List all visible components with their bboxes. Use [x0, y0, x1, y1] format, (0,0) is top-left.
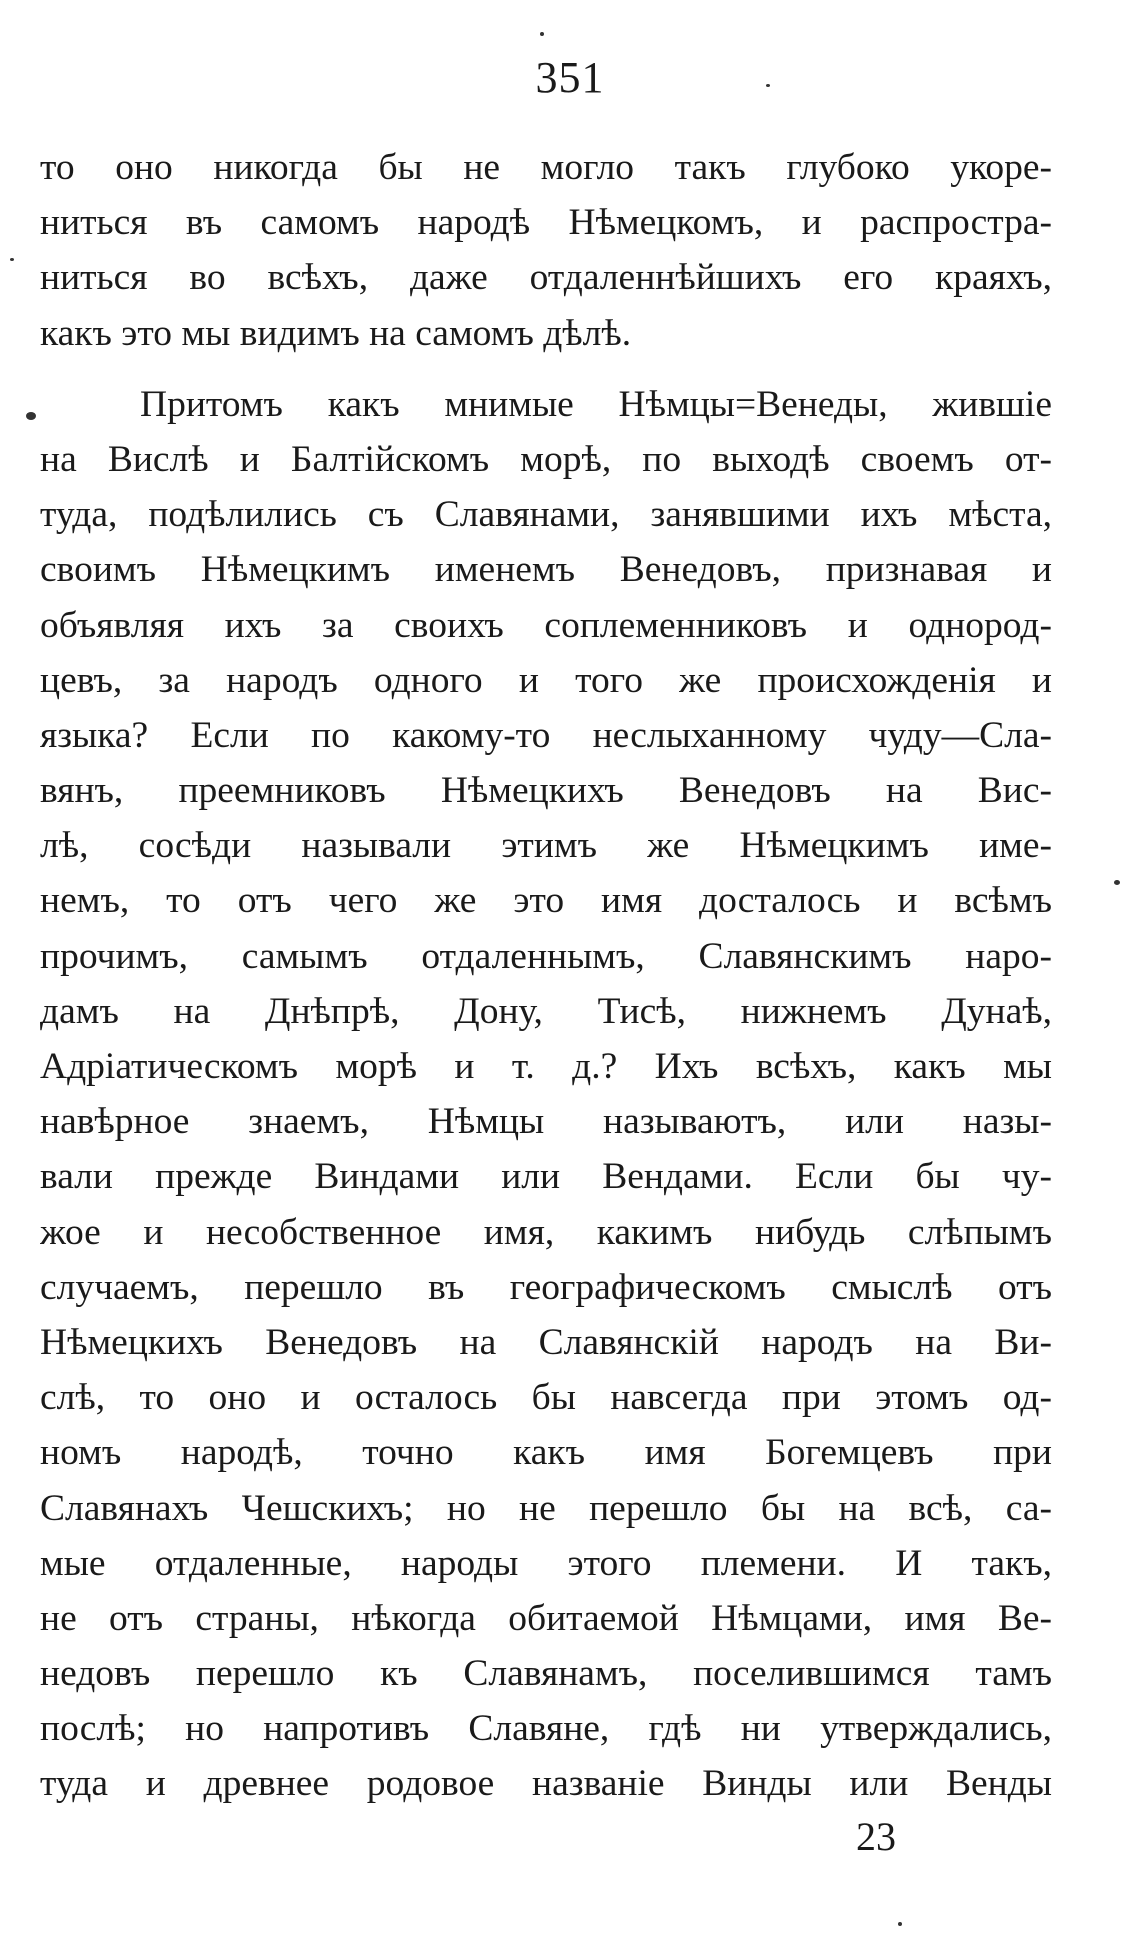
paragraph-gap	[40, 361, 1052, 377]
text-line: Адріатическомъ морѣ и т. д.? Ихъ всѣхъ, какъ мы	[40, 1046, 1052, 1087]
text-line: номъ народѣ, точно какъ имя Богемцевъ при	[40, 1432, 1052, 1474]
text-line: цевъ, за народъ одного и того же происхожденія и	[40, 659, 1052, 701]
text-line: вянъ, преемниковъ Нѣмецкихъ Венедовъ на Вис-	[40, 770, 1052, 812]
text-line: случаемъ, перешло въ географическомъ смыслѣ отъ	[40, 1266, 1052, 1308]
scan-speck	[10, 258, 14, 261]
scan-speck	[898, 1922, 902, 1926]
text-line: на Вислѣ и Балтійскомъ морѣ, по выходѣ своемъ от-	[40, 438, 1052, 480]
text-line: дамъ на Днѣпрѣ, Дону, Тисѣ, нижнемъ Дунаѣ,	[40, 990, 1052, 1032]
text-line: объявляя ихъ за своихъ соплеменниковъ и однород-	[40, 604, 1052, 646]
text-line: ниться въ самомъ народѣ Нѣмецкомъ, и распростра-	[40, 202, 1052, 244]
text-line: Нѣмецкихъ Венедовъ на Славянскій народъ на Ви-	[40, 1321, 1052, 1363]
text-line: не отъ страны, нѣкогда обитаемой Нѣмцами, имя Ве-	[40, 1597, 1052, 1639]
text-line: вали прежде Виндами или Вендами. Если бы чу-	[40, 1156, 1052, 1198]
scan-speck	[766, 84, 770, 87]
text-line: своимъ Нѣмецкимъ именемъ Венедовъ, признавая и	[40, 549, 1052, 591]
text-line: навѣрное знаемъ, Нѣмцы называютъ, или назы-	[40, 1101, 1052, 1143]
scan-speck	[540, 32, 544, 36]
text-line: языка? Если по какому-то неслыханному чуду—Сла-	[40, 714, 1052, 756]
text-line: лѣ, сосѣди называли этимъ же Нѣмецкимъ име-	[40, 825, 1052, 867]
body-text	[40, 140, 1052, 1812]
text-line: ниться во всѣхъ, даже отдаленнѣйшихъ его краяхъ,	[40, 257, 1052, 299]
text-line: Славянахъ Чешскихъ; но не перешло бы на всѣ, са-	[40, 1487, 1052, 1529]
page-number: 351	[535, 53, 605, 102]
text-line: Притомъ какъ мнимые Нѣмцы=Венеды, жившіе	[140, 383, 1052, 425]
text-line: жое и несобственное имя, какимъ нибудь слѣпымъ	[40, 1211, 1052, 1253]
scan-speck	[26, 412, 36, 420]
text-line: недовъ перешло къ Славянамъ, поселившимся тамъ	[40, 1653, 1052, 1695]
text-line: мые отдаленные, народы этого племени. И такъ,	[40, 1542, 1052, 1584]
text-line: прочимъ, самымъ отдаленнымъ, Славянскимъ наро-	[40, 935, 1052, 977]
text-line: послѣ; но напротивъ Славяне, гдѣ ни утверждались,	[40, 1708, 1052, 1750]
text-line: какъ это мы видимъ на самомъ дѣлѣ.	[40, 312, 632, 354]
text-line: туда и древнее родовое названіе Винды или Венды	[40, 1763, 1052, 1805]
text-line: туда, подѣлились съ Славянами, занявшими ихъ мѣста,	[40, 494, 1052, 536]
text-line: немъ, то отъ чего же это имя досталось и всѣмъ	[40, 880, 1052, 922]
text-line: слѣ, то оно и осталось бы навсегда при этомъ од-	[40, 1377, 1052, 1419]
scan-speck	[1114, 880, 1120, 885]
signature-mark: 23	[856, 1814, 896, 1859]
text-line: то оно никогда бы не могло такъ глубоко укоре-	[40, 147, 1052, 188]
